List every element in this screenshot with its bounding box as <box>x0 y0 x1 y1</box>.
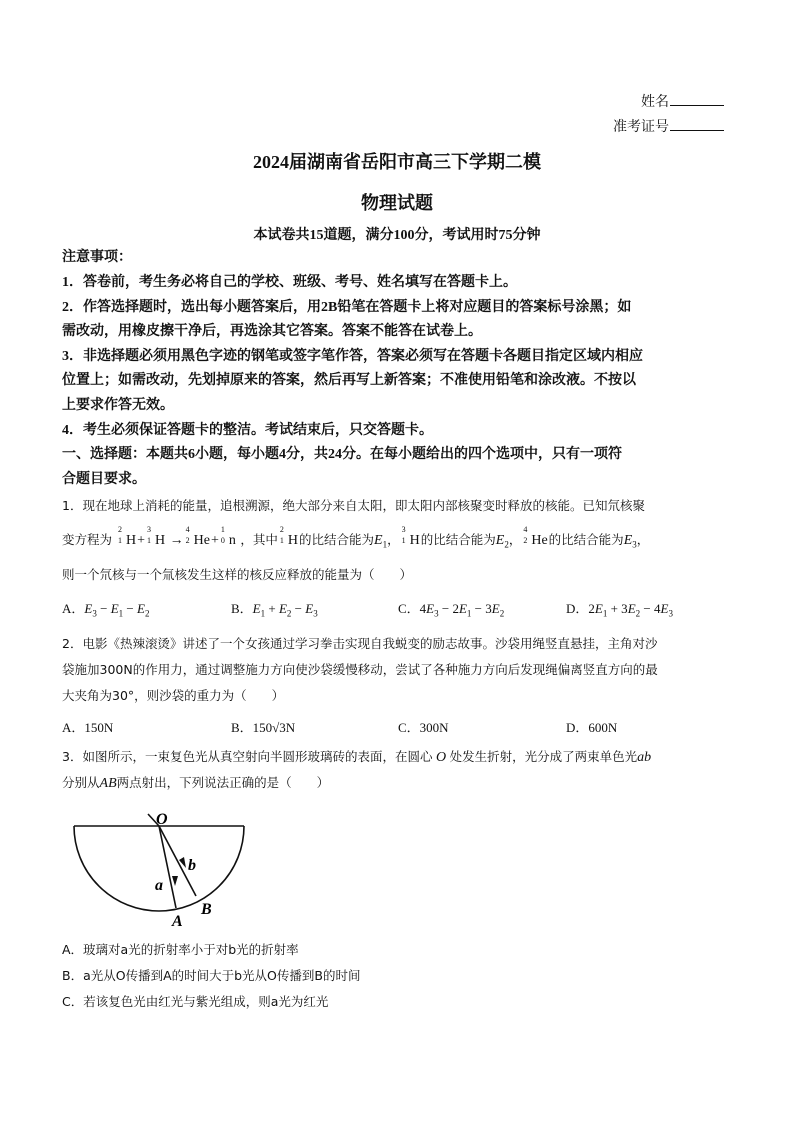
label-b: b <box>188 857 196 874</box>
notice-item: 2．作答选择题时，选出每小题答案后，用2B铅笔在答题卡上将对应题目的答案标号涂黑；如 <box>62 300 632 315</box>
semicircle-glass-figure <box>62 806 252 931</box>
q2-option-d[interactable]: D．600N <box>566 720 618 735</box>
q3-line1: 3．如图所示，一束复色光从真空射向半圆形玻璃砖的表面，在圆心 O 处发生折射，光分成了两束单色光ab <box>62 749 652 765</box>
notice-item: 4．考生必须保证答题卡的整洁。考试结束后，只交答题卡。 <box>62 423 433 438</box>
q1-option-d[interactable]: D．$2E_1 + 3E_2 - 4E_3$ <box>566 601 673 619</box>
q2-line2: 袋施加300N的作用力，通过调整施力方向使沙袋缓慢移动，尝试了各种施力方向后发现绳偏离竖直方向的最 <box>62 662 658 677</box>
notice-item: 上要求作答无效。 <box>62 398 174 413</box>
q3-line2: 分别从AB两点射出，下列说法正确的是（ ） <box>62 775 330 791</box>
page-title: 2024届湖南省岳阳市高三下学期二模 <box>253 152 541 172</box>
subject-title: 物理试题 <box>361 193 433 213</box>
q2-line1: 2．电影《热辣滚烫》讲述了一个女孩通过学习拳击实现自我蜕变的励志故事。沙袋用绳竖直悬挂，主角对沙 <box>62 636 658 651</box>
id-label: 准考证号 <box>613 120 669 135</box>
q1-option-b[interactable]: B．$E_1 + E_2 - E_3$ <box>231 601 318 619</box>
notice-title: 注意事项： <box>62 250 132 265</box>
q1-line1: 1．现在地球上消耗的能量，追根溯源，绝大部分来自太阳，即太阳内部核聚变时释放的核能。已知氘核聚 <box>62 498 645 513</box>
name-label: 姓名 <box>641 95 669 110</box>
section-heading: 合题目要求。 <box>62 472 146 487</box>
section-heading: 一、选择题：本题共6小题，每小题4分，共24分。在每小题给出的四个选项中，只有一项符 <box>62 447 622 462</box>
label-A: A <box>172 913 183 930</box>
q1-line3: 则一个氘核与一个氚核发生这样的核反应释放的能量为（ ） <box>62 567 413 582</box>
ray-a-arrow <box>172 876 178 886</box>
q2-option-b-value: 150√3N <box>252 720 296 735</box>
q3-option-a[interactable]: A．玻璃对a光的折射率小于对b光的折射率 <box>62 942 299 957</box>
name-blank <box>670 91 724 106</box>
q2-option-a[interactable]: A．150N <box>62 720 114 735</box>
fusion-equation: 2 1 H+ 3 1 H → 4 2 He+ 1 0 n <box>118 525 236 548</box>
id-field <box>613 116 724 136</box>
q3-option-b[interactable]: B．a光从O传播到A的时间大于b光从O传播到B的时间 <box>62 968 361 983</box>
label-a: a <box>155 877 163 894</box>
q1-line2: 变方程为 2 1 H+ 3 1 H → 4 2 He+ 1 0 n ，其中 2 1 H的比结合能为$E_1$， 3 1 H的比结合能为$E_2$， 4 2 He的比结合能为$E_3$， <box>62 525 650 550</box>
notice-item: 3．非选择题必须用黑色字迹的钢笔或签字笔作答，答案必须写在答题卡各题目指定区域内相应 <box>62 349 643 364</box>
notice-item: 1．答卷前，考生务必将自己的学校、班级、考号、姓名填写在答题卡上。 <box>62 275 517 290</box>
q1-option-c[interactable]: C．$4E_3 - 2E_1 - 3E_2$ <box>398 601 505 619</box>
q2-option-b[interactable]: B．150√3N <box>231 720 296 735</box>
q1-option-a[interactable]: A．$E_3 - E_1 - E_2$ <box>62 601 150 619</box>
id-blank <box>670 116 724 131</box>
semicircle-arc <box>74 826 244 911</box>
name-field <box>641 91 724 111</box>
label-B: B <box>201 901 212 918</box>
label-O: O <box>156 811 168 828</box>
ray-a <box>159 826 176 908</box>
exam-info: 本试卷共15道题，满分100分，考试用时75分钟 <box>253 228 541 243</box>
notice-item: 需改动，用橡皮擦干净后，再选涂其它答案。答案不能答在试卷上。 <box>62 324 482 339</box>
notice-item: 位置上；如需改动，先划掉原来的答案，然后再写上新答案；不准使用铅笔和涂改液。不按以 <box>62 373 636 388</box>
q2-option-c[interactable]: C．300N <box>398 720 449 735</box>
q3-option-c[interactable]: C．若该复色光由红光与紫光组成，则a光为红光 <box>62 994 329 1009</box>
q2-line3: 大夹角为30°，则沙袋的重力为（ ） <box>62 688 285 703</box>
